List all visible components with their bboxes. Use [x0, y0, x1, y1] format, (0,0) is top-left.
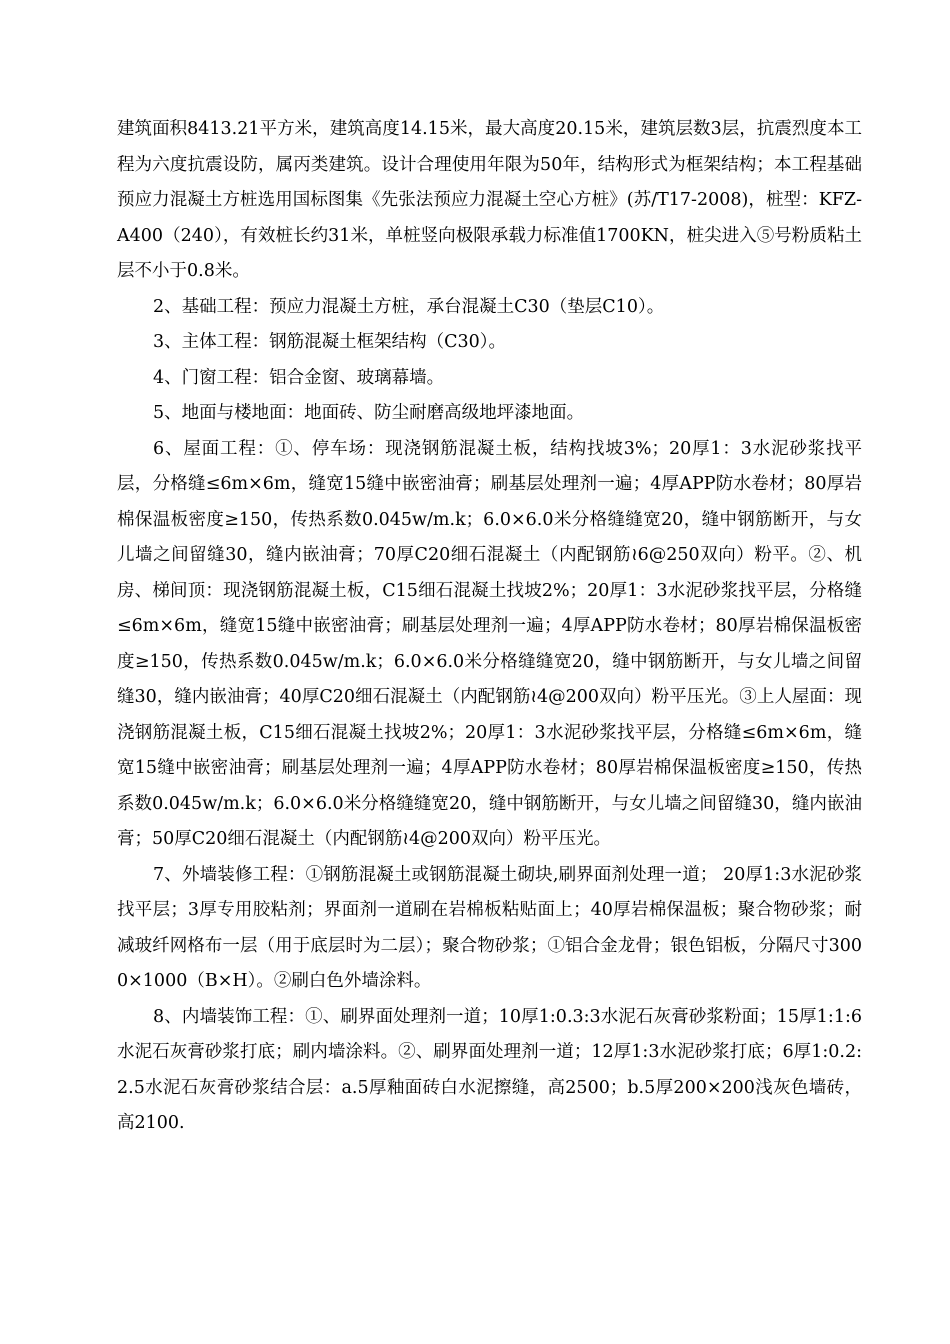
paragraph-foundation-works: 2、基础工程：预应力混凝土方桩，承台混凝土C30（垫层C10）。 [153, 296, 665, 317]
paragraph-project-overview: 建筑面积8413.21平方米，建筑高度14.15米，最大高度20.15米，建筑层数3层，抗震烈度本工程为六度抗震设防，属丙类建筑。设计合理使用年限为50年，结构形式为框架结构；本工程基础预应力混凝土方桩选用国标图集《先张法预应力混凝土空心方桩》(苏/T17-2008)，桩型：KFZ-A400（240），有效桩长约31米，单桩竖向极限承载力标准值1700KN，桩尖进入⑤号粉质粘土层不小于0.8米。 [117, 119, 862, 281]
paragraph-floors: 5、地面与楼地面：地面砖、防尘耐磨高级地坪漆地面。 [153, 403, 585, 423]
paragraph-doors-windows: 4、门窗工程：铝合金窗、玻璃幕墙。 [153, 367, 445, 388]
paragraph-roofing-works: 6、屋面工程：①、停车场：现浇钢筋混凝土板，结构找坡3%；20厚1：3水泥砂浆找平层，分格缝≤6m×6m，缝宽15缝中嵌密油膏；刷基层处理剂一遍；4厚APP防水卷材；80厚岩棉保温板密度≥150，传热系数0.045w/m.k；6.0×6.0米分格缝缝宽20，缝中钢筋断开，与女儿墙之间留缝30，缝内嵌油膏；70厚C20细石混凝土（内配钢筋≀6@250双向）粉平。②、机房、梯间顶：现浇钢筋混凝土板，C15细石混凝土找坡2%；20厚1：3水泥砂浆找平层，分格缝≤6m×6m，缝宽15缝中嵌密油膏；刷基层处理剂一遍；4厚APP防水卷材；80厚岩棉保温板密度≥150，传热系数0.045w/m.k；6.0×6.0米分格缝缝宽20，缝中钢筋断开，与女儿墙之间留缝30，缝内嵌油膏；40厚C20细石混凝土（内配钢筋≀4@200双向）粉平压光。③上人屋面：现浇钢筋混凝土板，C15细石混凝土找坡2%；20厚1：3水泥砂浆找平层，分格缝≤6m×6m，缝宽15缝中嵌密油膏；刷基层处理剂一遍；4厚APP防水卷材；80厚岩棉保温板密度≥150，传热系数0.045w/m.k；6.0×6.0米分格缝缝宽20，缝中钢筋断开，与女儿墙之间留缝30，缝内嵌油膏；50厚C20细石混凝土（内配钢筋≀4@200双向）粉平压光。 [117, 438, 862, 849]
paragraph-exterior-wall-finish: 7、外墙装修工程：①钢筋混凝土或钢筋混凝土砌块,刷界面剂处理一道； 20厚1:3水泥砂浆 找平层；3厚专用胶粘剂；界面剂一道刷在岩棉板粘贴面上；40厚岩棉保温板；聚合物砂浆；耐减玻纤网格布一层（用于底层时为二层）；聚合物砂浆；①铝合金龙骨；银色铝板，分隔尺寸3000×1000（B×H）。②刷白色外墙涂料。 [117, 864, 862, 991]
paragraph-interior-wall-finish: 8、内墙装饰工程：①、刷界面处理剂一道；10厚1:0.3:3水泥石灰膏砂浆粉面；15厚1:1:6水泥石灰膏砂浆打底；刷内墙涂料。②、刷界面处理剂一道；12厚1:3水泥砂浆打底；6厚1:0.2:2.5水泥石灰膏砂浆结合层：a.5厚釉面砖白水泥擦缝，高2500；b.5厚200×200浅灰色墙砖，高2100. [117, 1006, 862, 1133]
paragraph-main-structure: 3、主体工程：钢筋混凝土框架结构（C30）。 [153, 332, 507, 352]
document-body [117, 112, 862, 1142]
